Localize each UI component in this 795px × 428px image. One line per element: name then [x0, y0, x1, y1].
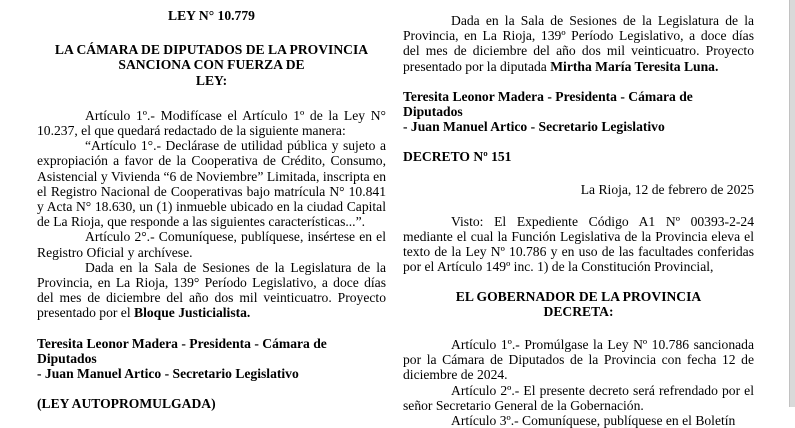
left-column — [37, 8, 386, 411]
signature-line-1: Teresita Leonor Madera - Presidenta - Cámara de Diputados — [37, 335, 327, 366]
emphasized-text: Mirtha María Teresita Luna. — [550, 58, 719, 74]
gobernador-heading-line-1: EL GOBERNADOR DE LA PROVINCIA — [455, 288, 702, 304]
paragraph-dada-sesiones — [37, 260, 386, 321]
paragraph-articulo-1: Artículo 1º.- Modifícase el Artículo 1º de la Ley N° 10.237, el que quedará redactado de la siguiente manera: — [37, 107, 386, 139]
emphasized-text: Bloque Justicialista. — [134, 305, 251, 321]
signature-block — [37, 336, 386, 382]
text-run: Dada en la Sala de Sesiones de la Legislatura de la Provincia, en La Rioja, 139º Período Legislativo, a doce días del mes de diciembre del año dos mil veinticuatro. Proyecto presentado por la diputada — [403, 13, 754, 74]
paragraph-articulo-2: Artículo 2º.- El presente decreto será refrendado por el señor Secretario General de la Gobernación. — [403, 382, 754, 413]
signature-line-2: - Juan Manuel Artico - Secretario Legislativo — [37, 366, 299, 382]
signature-line-2: - Juan Manuel Artico - Secretario Legislativo — [403, 119, 665, 135]
gobernador-heading — [403, 289, 754, 319]
gobernador-heading-line-2: DECRETA: — [543, 303, 614, 319]
paragraph-visto: Visto: El Expediente Código A1 Nº 00393-2-24 mediante el cual la Función Legislativa de la Provincia eleva el texto de la Ley Nº 10.786 y en uso de las facultades conferidas por el Artículo 149º inc. 1) de la Constitución Provincial, — [403, 213, 754, 275]
right-column — [403, 13, 754, 428]
chamber-heading-line-3: LEY: — [195, 72, 228, 88]
signature-line-1: Teresita Leonor Madera - Presidenta - Cámara de Diputados — [403, 88, 693, 120]
text-run: Dada en la Sala de Sesiones de la Legislatura de la Provincia, en La Rioja, 139° Período Legislativo, a doce días del mes de diciembre del año dos mil veinticuatro. Proyecto presentado por el — [37, 259, 386, 321]
decreto-heading: DECRETO Nº 151 — [403, 149, 512, 165]
paragraph-dada-sesiones — [403, 13, 754, 74]
autopromulgada-note: (LEY AUTOPROMULGADA) — [37, 396, 216, 412]
law-number-title: LEY N° 10.779 — [168, 8, 255, 23]
chamber-heading-line-1: LA CÁMARA DE DIPUTADOS DE LA PROVINCIA — [54, 42, 369, 58]
chamber-heading — [37, 42, 386, 88]
paragraph-quoted-article: “Artículo 1°.- Declárase de utilidad pública y sujeto a expropiación a favor de la Cooperativa de Crédito, Consumo, Asistencial y Vivienda “6 de Noviembre” Limitada, inscripta en el Registro Nacional de Cooperativas bajo matrícula N° 10.841 y Acta N° 18.630, un (1) inmueble ubicado en la ciudad Capital de La Rioja, que responde a las siguientes características...”. — [37, 138, 386, 230]
chamber-heading-line-2: SANCIONA CON FUERZA DE — [118, 57, 305, 73]
dateline: La Rioja, 12 de febrero de 2025 — [580, 181, 754, 197]
signature-block — [403, 89, 754, 135]
paragraph-articulo-2: Artículo 2°.- Comuníquese, publíquese, insértese en el Registro Oficial y archívese. — [37, 229, 386, 260]
scrollbar-track[interactable] — [789, 0, 795, 407]
paragraph-articulo-3: Artículo 3º.- Comuníquese, publíquese en el Boletín — [451, 413, 736, 428]
paragraph-articulo-1: Artículo 1º.- Promúlgase la Ley Nº 10.786 sancionada por la Cámara de Diputados de la Provincia con fecha 12 de diciembre de 2024. — [403, 337, 754, 383]
